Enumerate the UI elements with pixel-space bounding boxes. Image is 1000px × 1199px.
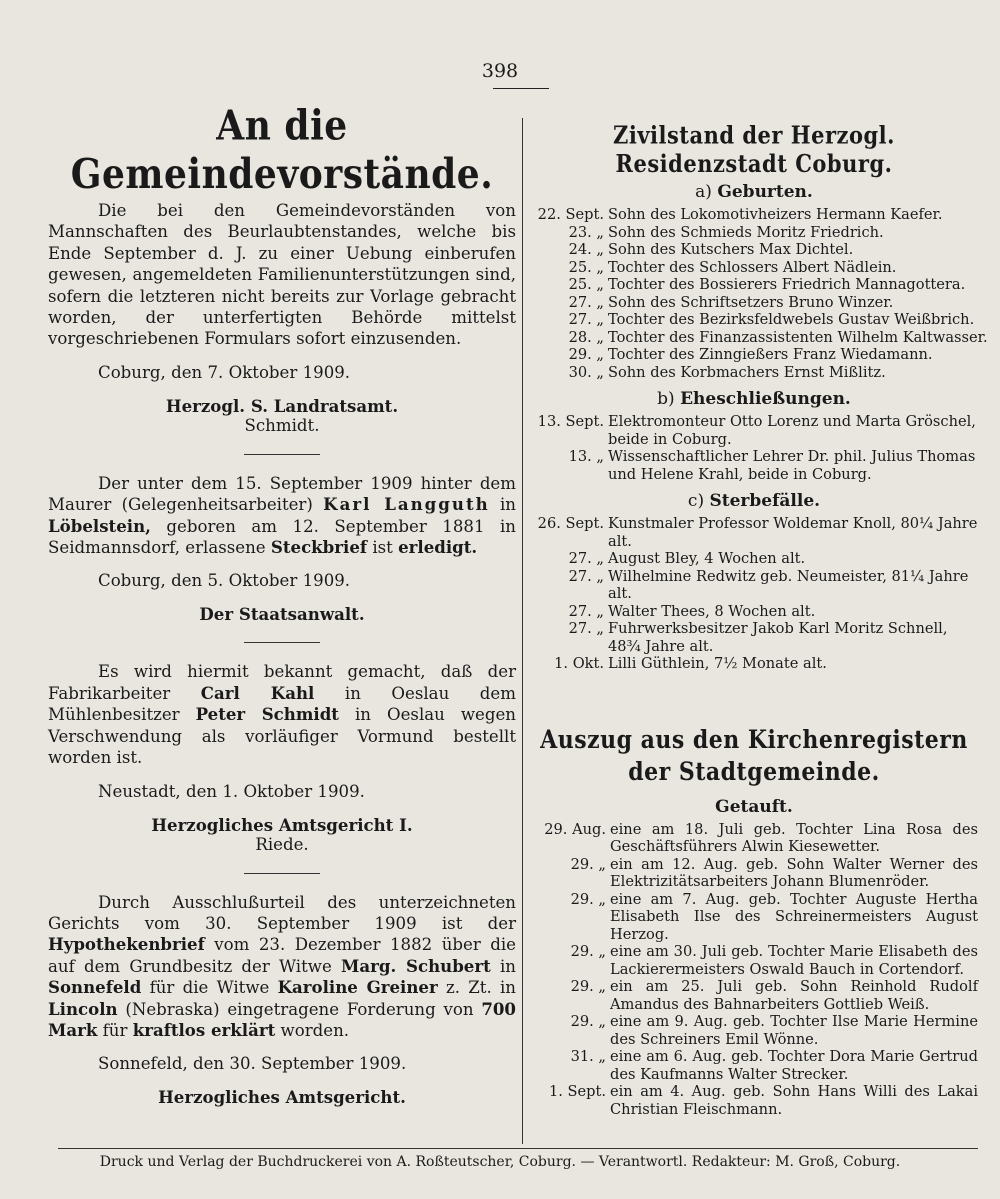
entry-date: 27. „ xyxy=(568,311,604,328)
list-item xyxy=(530,655,978,673)
entry-date: 22. Sept. xyxy=(537,206,604,223)
entry-date: 27. „ xyxy=(568,602,604,620)
entry-text: Tochter des Schlossers Albert Nädlein. xyxy=(608,258,897,276)
entry-date: 29. „ xyxy=(570,890,606,908)
notice-2-place: Löbelstein, xyxy=(48,515,151,536)
notice-2-signature: Der Staatsanwalt. xyxy=(199,604,365,625)
kirche-title-1: Auszug aus den Kirchenregistern xyxy=(540,724,968,755)
list-item xyxy=(530,1083,978,1118)
entry-text: Kunstmaler Professor Woldemar Knoll, 80¼ Jahre alt. xyxy=(608,515,978,550)
notice-4-signature: Herzogliches Amtsgericht. xyxy=(158,1087,406,1108)
entry-text: Fuhrwerksbesitzer Jakob Karl Moritz Schnell, 48¾ Jahre alt. xyxy=(608,620,948,655)
list-item xyxy=(530,364,978,382)
notice-1-date: Coburg, den 7. Oktober 1909. xyxy=(98,362,351,382)
list-item xyxy=(530,603,978,621)
entry-text: Wilhelmine Redwitz geb. Neumeister, 81¼ Jahre alt. xyxy=(608,567,969,602)
entry-date: 30. „ xyxy=(568,363,604,381)
entry-text: Sohn des Schriftsetzers Bruno Winzer. xyxy=(608,293,894,311)
entry-date: 27. „ xyxy=(568,567,604,585)
column-divider xyxy=(522,118,523,1144)
entry-text: Tochter des Bezirksfeldwebels Gustav Weißbrich. xyxy=(608,311,975,328)
kirche-title-2: der Stadtgemeinde. xyxy=(628,756,880,787)
list-item xyxy=(530,413,978,448)
page-number-rule xyxy=(493,88,549,89)
entry-date: 24. „ xyxy=(568,241,604,258)
entry-text: Tochter des Bossierers Friedrich Mannagottera. xyxy=(608,276,966,293)
entry-text: ein am 12. Aug. geb. Sohn Walter Werner des Elektrizitätsarbeiters Johann Blumenröder. xyxy=(610,855,978,890)
notice-1-text: Die bei den Gemeindevorständen von Mannschaften des Beurlaubtenstandes, welche bis Ende September d. J. zu einer Uebung einberufen gewesen, angemeldeten Familienunterstützungen sind, sofern die letzteren nicht bereits zur Vorlage gebracht worden, der unterfertigten Behörde mittelst vorgeschriebenen Formulars sofort einzusenden. xyxy=(48,201,516,349)
entry-text: Sohn des Lokomotivheizers Hermann Kaefer. xyxy=(608,206,943,223)
entry-text: eine am 9. Aug. geb. Tochter Ilse Marie Hermine des Schreiners Emil Wönne. xyxy=(610,1013,978,1048)
right-column xyxy=(530,100,988,1118)
entry-text: Tochter des Finanzassistenten Wilhelm Kaltwasser. xyxy=(608,328,988,346)
entry-date: 29. „ xyxy=(570,978,606,995)
entry-date: 29. Aug. xyxy=(544,820,606,838)
separator xyxy=(244,454,320,455)
entry-date: 23. „ xyxy=(568,223,604,241)
notice-4-date: Sonnefeld, den 30. September 1909. xyxy=(98,1054,407,1074)
notice-2-date: Coburg, den 5. Oktober 1909. xyxy=(98,571,351,591)
entry-text: ein am 4. Aug. geb. Sohn Hans Willi des Lakai Christian Fleischmann. xyxy=(610,1083,978,1118)
notice-4-text: Durch Ausschlußurteil des unterzeichneten Gerichts vom 30. September 1909 ist der Hypothekenbrief vom 23. Dezember 1882 über die auf dem Grundbesitz der Witwe Marg. Schubert in Sonnefeld für die Witwe Karoline Greiner z. Zt. in Lincoln (Nebraska) eingetragene Forderung von 700 Mark für kraftlos erklärt worden. xyxy=(48,892,517,1040)
marriages-list xyxy=(530,413,978,483)
footer-rule xyxy=(58,1148,978,1149)
getauft-heading: Getauft. xyxy=(715,796,793,817)
entry-text: eine am 18. Juli geb. Tochter Lina Rosa des Geschäftsführers Alwin Kiesewetter. xyxy=(610,820,978,855)
entry-date: 29. „ xyxy=(570,1013,606,1030)
list-item xyxy=(530,515,978,550)
list-item xyxy=(530,891,978,944)
list-item xyxy=(530,821,978,856)
baptisms-list xyxy=(530,821,978,1119)
list-item xyxy=(530,241,978,259)
entry-text: ein am 25. Juli geb. Sohn Reinhold Rudolf Amandus des Bahnarbeiters Gottlieb Weiß. xyxy=(610,978,978,1013)
entry-date: 25. „ xyxy=(568,258,604,276)
list-item xyxy=(530,1013,978,1048)
entry-text: Tochter des Zinngießers Franz Wiedamann. xyxy=(608,346,933,363)
entry-date: 31. „ xyxy=(570,1048,606,1065)
births-list xyxy=(530,206,988,381)
entry-text: Sohn des Kutschers Max Dichtel. xyxy=(608,241,854,258)
notice-3-text: Es wird hiermit bekannt gemacht, daß der Fabrikarbeiter Carl Kahl in Oeslau dem Mühlenbesitzer Peter Schmidt in Oeslau wegen Verschwendung als vorläufiger Vormund bestellt worden ist. xyxy=(48,662,516,768)
right-title: Zivilstand der Herzogl. Residenzstadt Coburg. xyxy=(613,120,895,178)
separator xyxy=(244,873,320,874)
list-item xyxy=(530,206,978,224)
entry-date: 27. „ xyxy=(568,620,604,637)
list-item xyxy=(530,276,978,294)
entry-date: 27. „ xyxy=(568,293,604,311)
left-title: An die Gemeindevorstände. xyxy=(70,101,494,199)
entry-date: 29. „ xyxy=(570,943,606,960)
entry-date: 27. „ xyxy=(568,550,604,567)
list-item xyxy=(530,224,978,242)
entry-date: 1. Sept. xyxy=(548,1083,606,1100)
entry-date: 29. „ xyxy=(568,346,604,363)
entry-text: Wissenschaftlicher Lehrer Dr. phil. Julius Thomas und Helene Krahl, beide in Coburg. xyxy=(608,448,976,483)
list-item xyxy=(530,550,978,568)
page-number: 398 xyxy=(481,60,519,82)
entry-text: Elektromonteur Otto Lorenz und Marta Gröschel, beide in Coburg. xyxy=(608,413,976,448)
notice-2-person: Karl Langguth xyxy=(323,494,490,515)
births-heading: a) Geburten. xyxy=(695,182,813,202)
entry-text: Sohn des Schmieds Moritz Friedrich. xyxy=(608,223,884,241)
imprint-footer: Druck und Verlag der Buchdruckerei von A. Roßteutscher, Coburg. — Verantwortl. Redakteur: M. Groß, Coburg. xyxy=(99,1154,901,1170)
entry-date: 26. Sept. xyxy=(537,515,604,532)
list-item xyxy=(530,294,978,312)
notice-1-signature: Herzogl. S. Landratsamt. xyxy=(165,395,399,416)
notice-1-name: Schmidt. xyxy=(244,415,320,435)
list-item xyxy=(530,943,978,978)
list-item xyxy=(530,259,978,277)
entry-date: 1. Okt. xyxy=(554,655,604,672)
deaths-heading: c) Sterbefälle. xyxy=(687,491,821,511)
marriages-heading: b) Eheschließungen. xyxy=(657,389,851,409)
list-item xyxy=(530,568,978,603)
entry-text: August Bley, 4 Wochen alt. xyxy=(608,550,806,567)
list-item xyxy=(530,856,978,891)
list-item xyxy=(530,448,978,483)
notice-3-name: Riede. xyxy=(255,834,309,854)
separator xyxy=(244,642,320,643)
entry-text: Sohn des Korbmachers Ernst Mißlitz. xyxy=(608,363,886,381)
list-item xyxy=(530,620,978,655)
entry-text: eine am 6. Aug. geb. Tochter Dora Marie Gertrud des Kaufmanns Walter Strecker. xyxy=(610,1048,978,1083)
entry-text: Lilli Güthlein, 7½ Monate alt. xyxy=(608,655,827,672)
notice-2-text: Der unter dem 15. September 1909 hinter dem Maurer (Gelegenheitsarbeiter) Karl Langguth in Löbelstein, geboren am 12. September 1881 in Seidmannsdorf, erlassene Steckbrief ist erledigt. xyxy=(48,473,516,558)
left-column xyxy=(48,100,516,1107)
entry-date: 29. „ xyxy=(570,855,606,873)
entry-date: 13. „ xyxy=(568,448,604,465)
entry-date: 13. Sept. xyxy=(537,413,604,430)
entry-text: Walter Thees, 8 Wochen alt. xyxy=(608,602,816,620)
list-item xyxy=(530,978,978,1013)
notice-3-date: Neustadt, den 1. Oktober 1909. xyxy=(98,781,365,801)
entry-text: eine am 30. Juli geb. Tochter Marie Elisabeth des Lackierermeisters Oswald Bauch in Cortendorf. xyxy=(610,943,978,978)
list-item xyxy=(530,311,978,329)
entry-date: 28. „ xyxy=(568,328,604,346)
entry-text: eine am 7. Aug. geb. Tochter Auguste Hertha Elisabeth Ilse des Schreinermeisters August Herzog. xyxy=(610,890,978,943)
notice-3-signature: Herzogliches Amtsgericht I. xyxy=(151,814,413,835)
deaths-list xyxy=(530,515,978,673)
entry-date: 25. „ xyxy=(568,276,604,293)
list-item xyxy=(530,1048,978,1083)
list-item xyxy=(530,346,978,364)
list-item xyxy=(530,328,988,347)
